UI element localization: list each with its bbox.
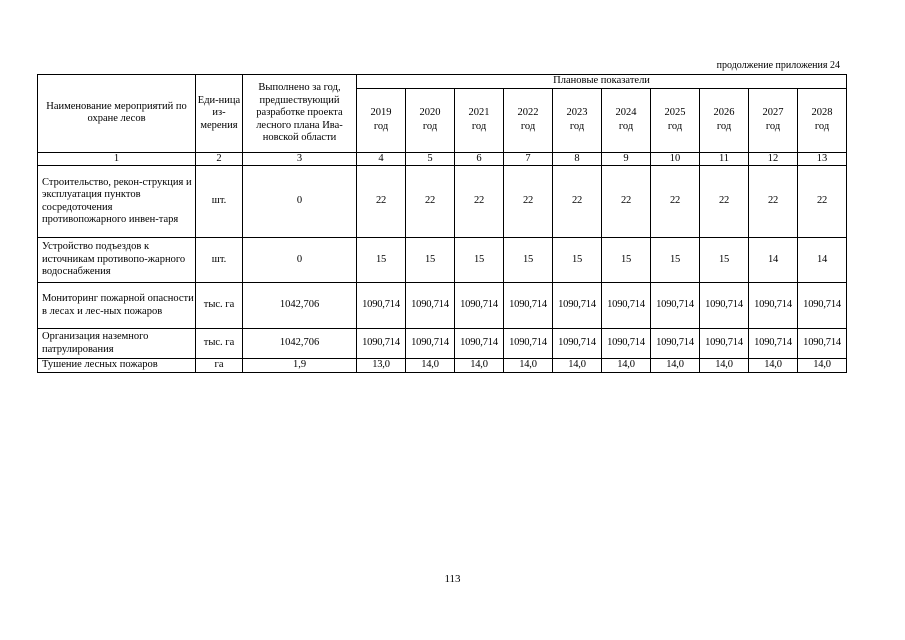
page-number: 113 <box>444 573 461 585</box>
header-year-suffix: год <box>520 121 536 132</box>
row-value: 14,0 <box>553 359 602 373</box>
table-row <box>38 359 847 373</box>
column-number: 1 <box>38 152 196 166</box>
row-value: 14 <box>798 238 847 283</box>
column-number: 11 <box>700 152 749 166</box>
header-done: Выполнено за год, предшествующий разработке проекта лесного плана Ива-новской области <box>243 75 357 153</box>
row-value: 22 <box>602 166 651 238</box>
column-number: 5 <box>406 152 455 166</box>
header-year-suffix: год <box>569 121 585 132</box>
row-done: 1,9 <box>243 359 357 373</box>
row-unit: тыс. га <box>196 283 243 329</box>
row-value: 22 <box>749 166 798 238</box>
header-year-value: 2021 <box>468 107 490 118</box>
forest-protection-table <box>37 74 847 373</box>
row-unit: тыс. га <box>196 329 243 359</box>
row-done: 1042,706 <box>243 283 357 329</box>
row-value: 1090,714 <box>602 329 651 359</box>
header-year <box>553 88 602 152</box>
row-value: 1090,714 <box>455 283 504 329</box>
column-number: 2 <box>196 152 243 166</box>
row-value: 22 <box>406 166 455 238</box>
row-value: 14,0 <box>504 359 553 373</box>
header-year <box>455 88 504 152</box>
header-year <box>602 88 651 152</box>
header-year-value: 2027 <box>762 107 784 118</box>
appendix-continuation-note: продолжение приложения 24 <box>716 60 840 71</box>
row-value: 22 <box>455 166 504 238</box>
row-value: 1090,714 <box>749 283 798 329</box>
row-value: 1090,714 <box>651 283 700 329</box>
table-row <box>38 329 847 359</box>
row-value: 1090,714 <box>553 283 602 329</box>
header-year <box>406 88 455 152</box>
header-year-suffix: год <box>667 121 683 132</box>
column-number: 12 <box>749 152 798 166</box>
header-year <box>749 88 798 152</box>
header-year-suffix: год <box>716 121 732 132</box>
table-row <box>38 238 847 283</box>
column-number: 9 <box>602 152 651 166</box>
row-value: 1090,714 <box>798 283 847 329</box>
header-name: Наименование мероприятий по охране лесов <box>38 75 196 153</box>
header-year-suffix: год <box>765 121 781 132</box>
header-year-value: 2020 <box>419 107 441 118</box>
header-year-suffix: год <box>471 121 487 132</box>
header-year-value: 2025 <box>664 107 686 118</box>
table-row <box>38 283 847 329</box>
column-number: 10 <box>651 152 700 166</box>
header-unit: Еди-ница из-мерения <box>196 75 243 153</box>
row-value: 22 <box>651 166 700 238</box>
row-value: 22 <box>504 166 553 238</box>
row-value: 15 <box>357 238 406 283</box>
row-value: 1090,714 <box>357 283 406 329</box>
row-unit: га <box>196 359 243 373</box>
header-year-value: 2019 <box>370 107 392 118</box>
row-value: 1090,714 <box>406 329 455 359</box>
row-value: 22 <box>798 166 847 238</box>
row-value: 14,0 <box>651 359 700 373</box>
row-value: 1090,714 <box>504 283 553 329</box>
row-value: 15 <box>504 238 553 283</box>
row-name: Строительство, рекон-струкция и эксплуатация пунктов сосредоточения противопожарного инвен-таря <box>38 166 196 238</box>
row-value: 15 <box>406 238 455 283</box>
row-done: 0 <box>243 238 357 283</box>
header-year <box>504 88 553 152</box>
header-year <box>700 88 749 152</box>
row-value: 1090,714 <box>749 329 798 359</box>
row-value: 15 <box>602 238 651 283</box>
row-value: 15 <box>651 238 700 283</box>
row-value: 14,0 <box>455 359 504 373</box>
row-value: 1090,714 <box>406 283 455 329</box>
column-number: 6 <box>455 152 504 166</box>
row-done: 0 <box>243 166 357 238</box>
row-value: 15 <box>700 238 749 283</box>
header-year-value: 2023 <box>566 107 588 118</box>
row-unit: шт. <box>196 238 243 283</box>
row-value: 1090,714 <box>700 329 749 359</box>
column-number: 13 <box>798 152 847 166</box>
row-value: 1090,714 <box>602 283 651 329</box>
row-name: Организация наземного патрулирования <box>38 329 196 359</box>
row-value: 1090,714 <box>504 329 553 359</box>
column-number: 3 <box>243 152 357 166</box>
row-value: 22 <box>357 166 406 238</box>
header-year-value: 2024 <box>615 107 637 118</box>
row-value: 1090,714 <box>357 329 406 359</box>
row-value: 14,0 <box>700 359 749 373</box>
row-value: 1090,714 <box>455 329 504 359</box>
header-year-suffix: год <box>618 121 634 132</box>
row-value: 15 <box>455 238 504 283</box>
header-year-value: 2022 <box>517 107 539 118</box>
column-number: 8 <box>553 152 602 166</box>
row-value: 14,0 <box>602 359 651 373</box>
row-value: 14,0 <box>798 359 847 373</box>
row-value: 15 <box>553 238 602 283</box>
header-year <box>651 88 700 152</box>
column-number: 7 <box>504 152 553 166</box>
row-value: 14,0 <box>406 359 455 373</box>
row-done: 1042,706 <box>243 329 357 359</box>
row-value: 1090,714 <box>700 283 749 329</box>
row-name: Тушение лесных пожаров <box>38 359 196 373</box>
header-year-suffix: год <box>422 121 438 132</box>
row-name: Мониторинг пожарной опасности в лесах и лес-ных пожаров <box>38 283 196 329</box>
header-planned: Плановые показатели <box>357 75 847 89</box>
row-value: 1090,714 <box>651 329 700 359</box>
column-number: 4 <box>357 152 406 166</box>
header-year-suffix: год <box>373 121 389 132</box>
row-name: Устройство подъездов к источникам противопо-жарного водоснабжения <box>38 238 196 283</box>
row-value: 22 <box>700 166 749 238</box>
row-value: 13,0 <box>357 359 406 373</box>
row-value: 14 <box>749 238 798 283</box>
table-row <box>38 166 847 238</box>
header-year-value: 2026 <box>713 107 735 118</box>
header-year-suffix: год <box>814 121 830 132</box>
header-year <box>357 88 406 152</box>
row-value: 14,0 <box>749 359 798 373</box>
row-value: 22 <box>553 166 602 238</box>
header-year <box>798 88 847 152</box>
row-value: 1090,714 <box>553 329 602 359</box>
header-year-value: 2028 <box>811 107 833 118</box>
row-unit: шт. <box>196 166 243 238</box>
row-value: 1090,714 <box>798 329 847 359</box>
